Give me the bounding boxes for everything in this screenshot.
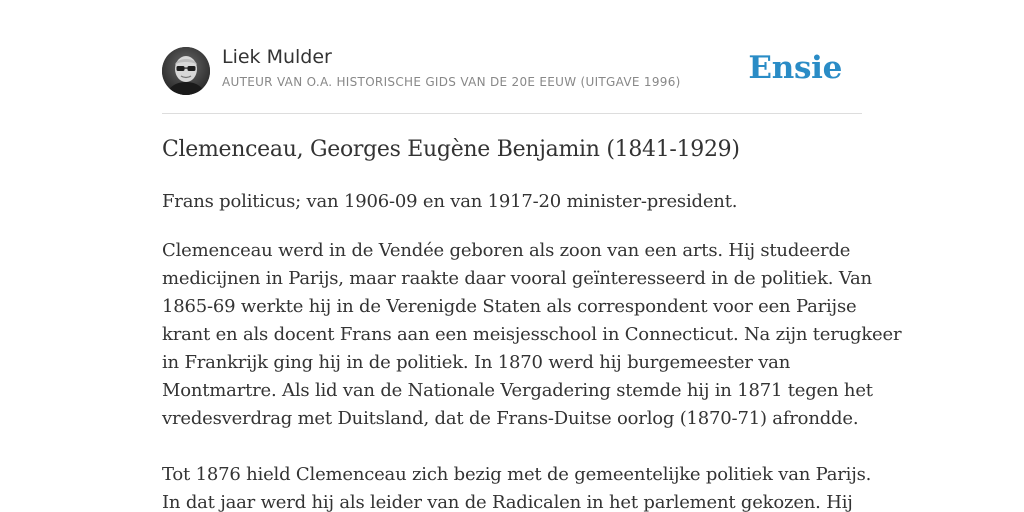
body-line: Clemenceau werd in de Vendée geboren als zoon van een arts. Hij studeerde	[162, 240, 851, 261]
article-body	[162, 237, 902, 512]
body-line: vredesverdrag met Duitsland, dat de Frans-Duitse oorlog (1870-71) afrondde.	[162, 408, 859, 429]
ensie-logo[interactable]: Ensie	[748, 50, 842, 86]
author-name[interactable]: Liek Mulder	[222, 46, 332, 68]
author-header	[162, 46, 862, 96]
body-line: Tot 1876 hield Clemenceau zich bezig met de gemeentelijke politiek van Parijs.	[162, 464, 872, 485]
header-divider	[162, 113, 862, 114]
body-line: 1865-69 werkte hij in de Verenigde Staten als correspondent voor een Parijse	[162, 296, 857, 317]
article-summary: Frans politicus; van 1906-09 en van 1917-20 minister-president.	[162, 191, 738, 212]
body-line: krant en als docent Frans aan een meisjesschool in Connecticut. Na zijn terugkeer	[162, 324, 902, 345]
body-line: Montmartre. Als lid van de Nationale Vergadering stemde hij in 1871 tegen het	[162, 380, 873, 401]
body-line: in Frankrijk ging hij in de politiek. In 1870 werd hij burgemeester van	[162, 352, 791, 373]
author-photo	[162, 47, 210, 95]
paragraph-spacer	[162, 433, 882, 461]
author-subtitle: AUTEUR VAN O.A. HISTORISCHE GIDS VAN DE 20E EEUW (UITGAVE 1996)	[222, 75, 681, 89]
body-line: In dat jaar werd hij als leider van de Radicalen in het parlement gekozen. Hij	[162, 492, 853, 512]
author-avatar[interactable]	[162, 47, 210, 95]
article-title: Clemenceau, Georges Eugène Benjamin (1841-1929)	[162, 137, 740, 162]
body-line: medicijnen in Parijs, maar raakte daar vooral geïnteresseerd in de politiek. Van	[162, 268, 872, 289]
